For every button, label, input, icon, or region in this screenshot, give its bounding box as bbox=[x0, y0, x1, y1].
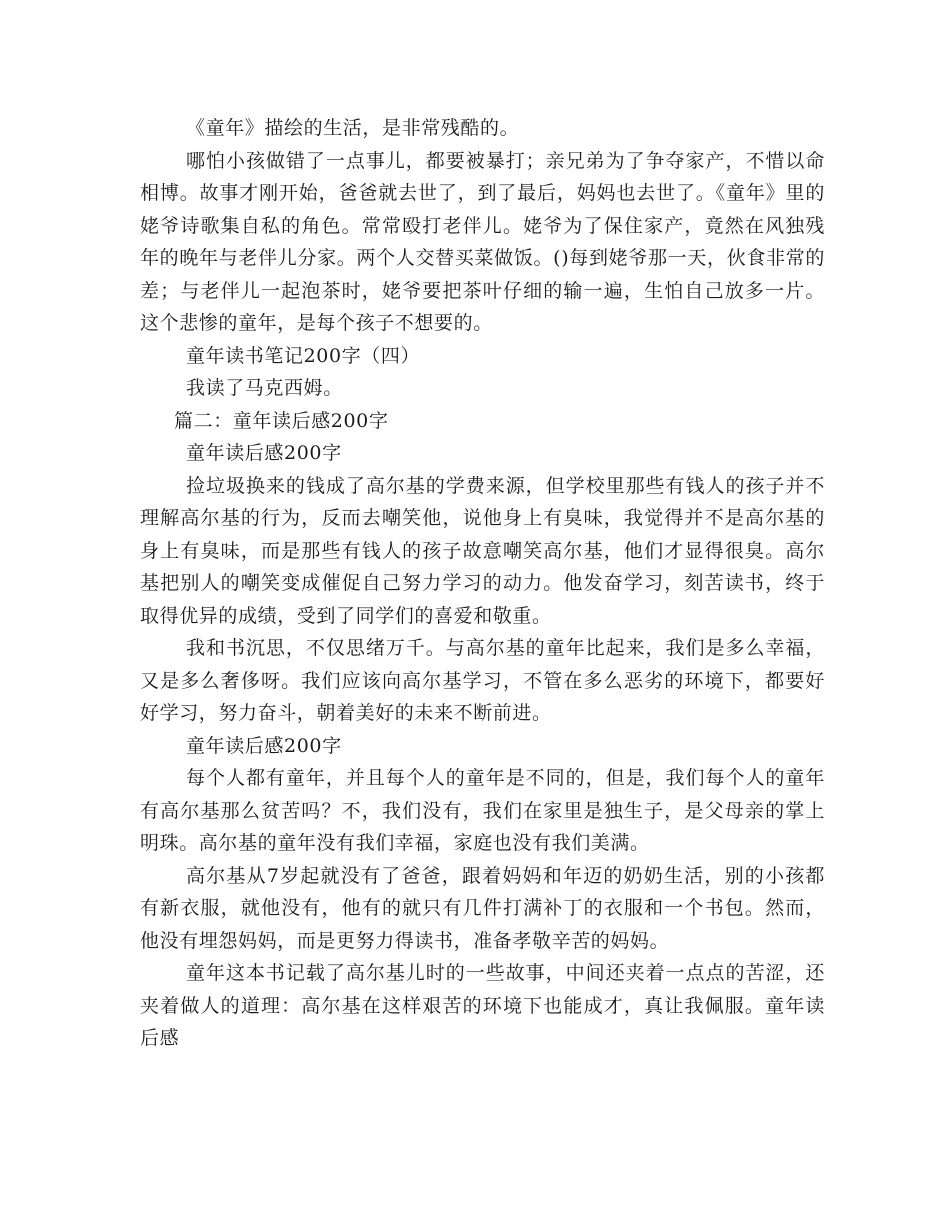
document-body bbox=[140, 112, 825, 1055]
paragraph-reflection: 我和书沉思，不仅思绪万千。与高尔基的童年比起来，我们是多么幸福，又是多么奢侈呀。我们应该向高尔基学习，不管在多么恶劣的环境下，都要好好学习，努力奋斗，朝着美好的未来不断前进。 bbox=[140, 637, 825, 724]
section-heading-review-2: 童年读后感200字 bbox=[186, 734, 342, 757]
paragraph-cruel-life: 哪怕小孩做错了一点事儿，都要被暴打；亲兄弟为了争夺家产，不惜以命相博。故事才刚开始，爸爸就去世了，到了最后，妈妈也去世了。《童年》里的姥爷诗歌集自私的角色。常常殴打老伴儿。姥爷为了保住家产，竟然在风独残年的晚年与老伴儿分家。两个人交替买菜做饭。()每到姥爷那一天，伙食非常的差；与老伴儿一起泡茶时，姥爷要把茶叶仔细的输一遍，生怕自己放多一片。这个悲惨的童年，是每个孩子不想要的。 bbox=[140, 149, 825, 334]
paragraph-tuition: 捡垃圾换来的钱成了高尔基的学费来源，但学校里那些有钱人的孩子并不理解高尔基的行为，反而去嘲笑他，说他身上有臭味，我觉得并不是高尔基的身上有臭味，而是那些有钱人的孩子故意嘲笑高尔基，他们才显得很臭。高尔基把别人的嘲笑变成催促自己努力学习的动力。他发奋学习，刻苦读书，终于取得优异的成绩，受到了同学们的喜爱和敬重。 bbox=[140, 474, 825, 627]
paragraph-book-stories: 童年这本书记载了高尔基儿时的一些故事，中间还夹着一点点的苦涩，还夹着做人的道理：高尔基在这样艰苦的环境下也能成才，真让我佩服。童年读后感 bbox=[140, 962, 825, 1049]
paragraph-everyone-childhood: 每个人都有童年，并且每个人的童年是不同的，但是，我们每个人的童年有高尔基那么贫苦吗？不，我们没有，我们在家里是独生子，是父母亲的掌上明珠。高尔基的童年没有我们幸福，家庭也没有我们美满。 bbox=[140, 767, 825, 854]
paragraph-intro: 《童年》描绘的生活，是非常残酷的。 bbox=[186, 117, 520, 139]
paragraph-age-seven: 高尔基从7岁起就没有了爸爸，跟着妈妈和年迈的奶奶生活，别的小孩都有新衣服，就他没有，他有的就只有几件打满补丁的衣服和一个书包。然而，他没有埋怨妈妈，而是更努力得读书，准备孝敬辛苦的妈妈。 bbox=[140, 864, 825, 952]
section-heading-review-1: 童年读后感200字 bbox=[186, 442, 342, 464]
section-heading-notes-4: 童年读书笔记200字（四） bbox=[186, 344, 421, 367]
paragraph-read-maxim: 我读了马克西姆。 bbox=[186, 377, 343, 399]
section-heading-part-2: 篇二：童年读后感200字 bbox=[174, 409, 389, 432]
